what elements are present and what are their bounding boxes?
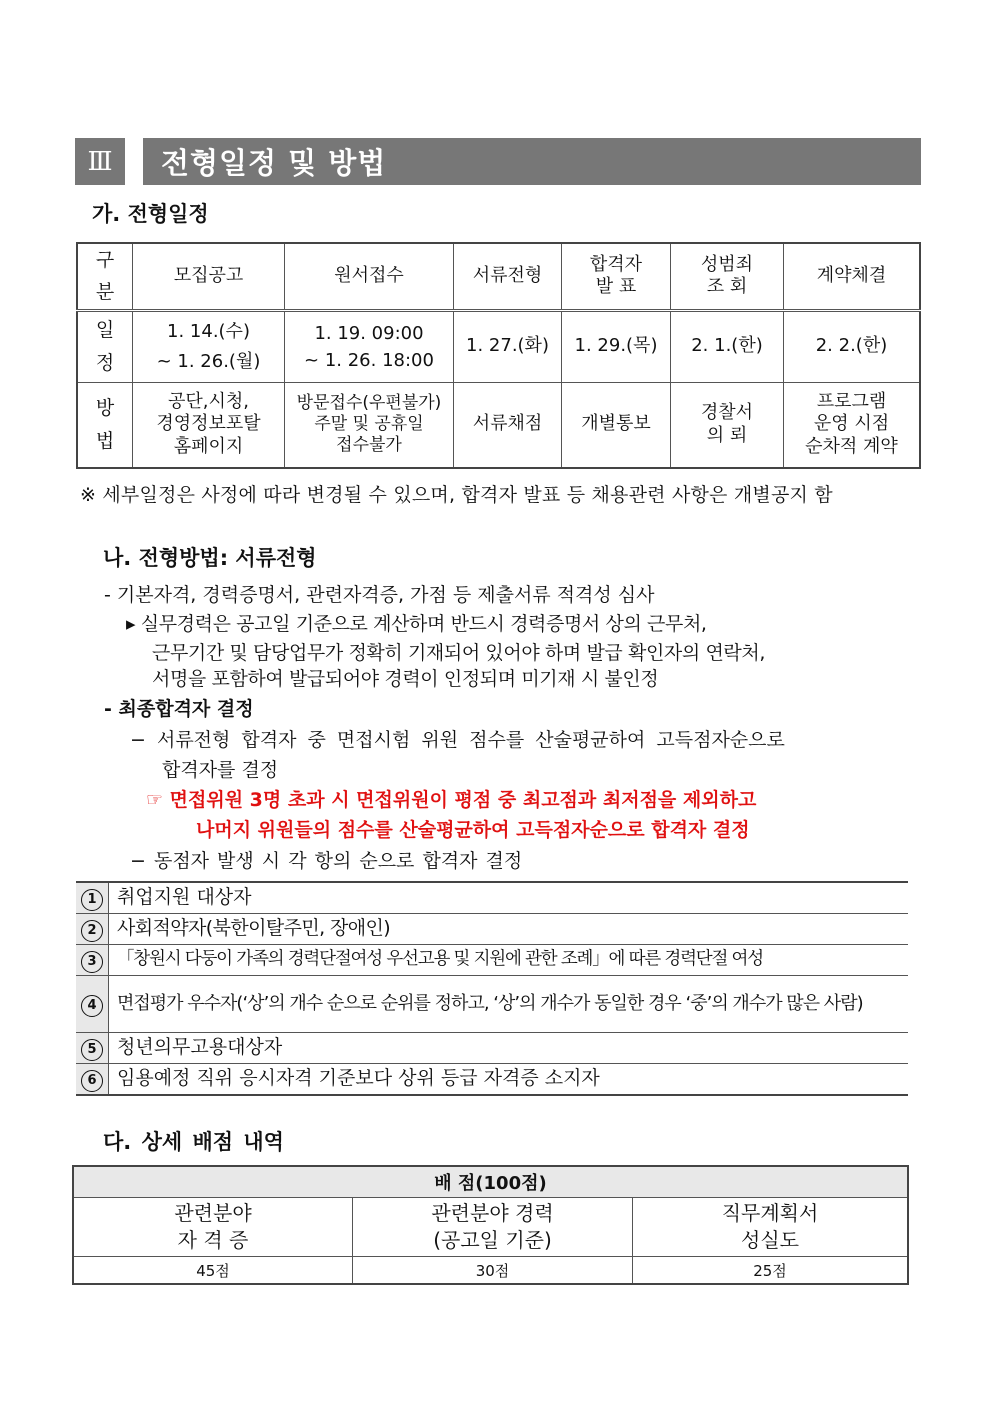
tiebreak-row — [76, 1033, 908, 1064]
method-recruit-l1: 공단,시청, — [168, 390, 249, 412]
method-recruit-l2: 경영정보포탈 — [156, 413, 261, 435]
scoring-table — [72, 1165, 909, 1285]
method-sub1-l1: ▸ 실무경력은 공고일 기준으로 계산하며 반드시 경력증명서 상의 근무처, — [126, 613, 707, 635]
header-label-1: 구 — [95, 249, 115, 271]
date-application-l2: ~ 1. 26. 18:00 — [304, 349, 434, 371]
schedule-method-row — [77, 382, 920, 468]
col-crime-check-l1: 성범죄 — [700, 253, 754, 275]
schedule-note: ※ 세부일정은 사정에 따라 변경될 수 있으며, 합격자 발표 등 채용관련 사항은 개별공지 함 — [80, 484, 833, 506]
method-contract-l1: 프로그램 — [816, 390, 887, 412]
tiebreak-num-cell — [76, 914, 109, 945]
method-bullet-1: - 기본자격, 경력증명서, 관련자격증, 가점 등 제출서류 적격성 심사 — [104, 584, 655, 606]
method-sub1-l2: 근무기간 및 담당업무가 정확히 기재되어 있어야 하며 발급 확인자의 연락처, — [152, 642, 765, 664]
tiebreak-text: 임용예정 직위 응시자격 기준보다 상위 등급 자격증 소지자 — [117, 1067, 600, 1090]
col-crime-check — [671, 243, 784, 310]
header-label-cell — [77, 243, 133, 310]
tiebreak-number: 5 — [81, 1039, 103, 1061]
date-label-1: 일 — [95, 319, 115, 342]
method-label-cell — [77, 382, 133, 468]
tiebreak-table — [76, 881, 908, 1096]
date-announce: 1. 29.(목) — [562, 310, 671, 382]
scoring-category-career-l2: (공고일 기준) — [433, 1228, 552, 1252]
tiebreak-number: 4 — [81, 995, 103, 1017]
scoring-category-license-l1: 관련분야 — [174, 1201, 252, 1225]
tiebreak-row — [76, 914, 908, 945]
method-label-1: 방 — [95, 397, 115, 420]
method-title: 나. 전형방법: 서류전형 — [103, 546, 317, 570]
method-document: 서류채점 — [454, 382, 562, 468]
scoring-category-license-l2: 자 격 증 — [177, 1228, 249, 1252]
scoring-category-career-l1: 관련분야 경력 — [431, 1201, 554, 1225]
tiebreak-number: 3 — [81, 951, 103, 973]
method-sub1-l3: 서명을 포함하여 발급되어야 경력이 인정되며 미기재 시 불인정 — [152, 668, 659, 690]
date-label-2: 정 — [95, 351, 115, 374]
tiebreak-num-cell — [76, 1033, 109, 1064]
method-red-note-l2: 나머지 위원들의 점수를 산술평균하여 고득점자순으로 합격자 결정 — [196, 819, 750, 841]
date-label-cell — [77, 310, 133, 382]
col-announce — [562, 243, 671, 310]
tiebreak-num-cell — [76, 945, 109, 976]
scoring-title: 다. 상세 배점 내역 — [103, 1130, 284, 1154]
schedule-title: 가. 전형일정 — [92, 202, 209, 226]
method-application-l1: 방문접수(우편불가) — [296, 392, 442, 413]
method-application — [285, 382, 454, 468]
method-contract-l2: 운영 시점 — [813, 413, 890, 435]
date-contract: 2. 2.(한) — [784, 310, 921, 382]
col-application: 원서접수 — [285, 243, 454, 310]
tiebreak-text: 사회적약자(북한이탈주민, 장애인) — [109, 914, 909, 945]
tiebreak-number: 6 — [81, 1070, 103, 1092]
method-crime-check — [671, 382, 784, 468]
tiebreak-row — [76, 1064, 908, 1096]
method-crime-check-l1: 경찰서 — [700, 402, 754, 424]
col-announce-l1: 합격자 — [589, 253, 643, 275]
method-contract-l3: 순차적 계약 — [805, 435, 898, 457]
method-recruit — [133, 382, 285, 468]
col-crime-check-l2: 조 회 — [706, 276, 748, 298]
scoring-category-plan-l2: 성실도 — [741, 1228, 799, 1252]
scoring-value-career: 30점 — [353, 1257, 633, 1285]
method-announce: 개별통보 — [562, 382, 671, 468]
tiebreak-row — [76, 976, 908, 1033]
tiebreak-text: 「창원시 다둥이 가족의 경력단절여성 우선고용 및 지원에 관한 조례」에 따른 경력단절 여성 — [109, 945, 909, 976]
tiebreak-number: 2 — [81, 920, 103, 942]
scoring-category-plan-l1: 직무계획서 — [721, 1201, 819, 1225]
scoring-category-plan — [633, 1198, 909, 1257]
scoring-category-row — [73, 1198, 908, 1257]
scoring-category-career — [353, 1198, 633, 1257]
method-label-2: 법 — [95, 429, 115, 452]
schedule-table — [76, 242, 921, 469]
tiebreak-num-cell — [76, 1064, 109, 1096]
scoring-value-license: 45점 — [73, 1257, 353, 1285]
tiebreak-number: 1 — [81, 889, 103, 911]
scoring-category-license — [73, 1198, 353, 1257]
method-application-l2: 주말 및 공휴일 — [314, 413, 424, 434]
tiebreak-num-cell — [76, 976, 109, 1033]
schedule-date-row — [77, 310, 920, 382]
col-announce-l2: 발 표 — [595, 276, 637, 298]
scoring-header: 배 점(100점) — [73, 1166, 908, 1198]
tiebreak-row — [76, 945, 908, 976]
scoring-value-row — [73, 1257, 908, 1285]
col-recruit: 모집공고 — [133, 243, 285, 310]
date-application-l1: 1. 19. 09:00 — [314, 322, 424, 344]
tiebreak-text: 청년의무고용대상자 — [109, 1033, 909, 1064]
tiebreak-text: 면접평가 우수자(‘상’의 개수 순으로 순위를 정하고, ‘상’의 개수가 동일한 경우 ‘중’의 개수가 많은 사람) — [109, 976, 909, 1033]
method-sub2-l2: 합격자를 결정 — [162, 759, 279, 781]
scoring-header-row — [73, 1166, 908, 1198]
method-red-note-l1: ☞ 면접위원 3명 초과 시 면접위원이 평점 중 최고점과 최저점을 제외하고 — [146, 789, 757, 811]
date-crime-check: 2. 1.(한) — [671, 310, 784, 382]
schedule-header-row — [77, 243, 920, 310]
col-contract: 계약체결 — [784, 243, 921, 310]
method-contract — [784, 382, 921, 468]
header-label-2: 분 — [95, 281, 115, 304]
col-document: 서류전형 — [454, 243, 562, 310]
method-bullet-2: - 최종합격자 결정 — [104, 698, 254, 720]
method-sub2-l1: − 서류전형 합격자 중 면접시험 위원 점수를 산술평균하여 고득점자순으로 — [130, 729, 785, 751]
date-recruit-l1: 1. 14.(수) — [167, 320, 250, 342]
section-title: 전형일정 및 방법 — [143, 138, 921, 185]
method-crime-check-l2: 의 뢰 — [706, 424, 748, 446]
date-document: 1. 27.(화) — [454, 310, 562, 382]
tiebreak-num-cell — [76, 882, 109, 914]
method-recruit-l3: 홈페이지 — [173, 435, 244, 457]
scoring-value-plan: 25점 — [633, 1257, 909, 1285]
tiebreak-row — [76, 882, 908, 914]
date-recruit — [133, 310, 285, 382]
date-recruit-l2: ~ 1. 26.(월) — [156, 350, 261, 372]
date-application — [285, 310, 454, 382]
tiebreak-text: 취업지원 대상자 — [109, 882, 909, 914]
section-number: Ⅲ — [75, 138, 125, 185]
method-application-l3: 접수불가 — [336, 435, 402, 456]
method-sub3: − 동점자 발생 시 각 항의 순으로 합격자 결정 — [130, 850, 523, 872]
